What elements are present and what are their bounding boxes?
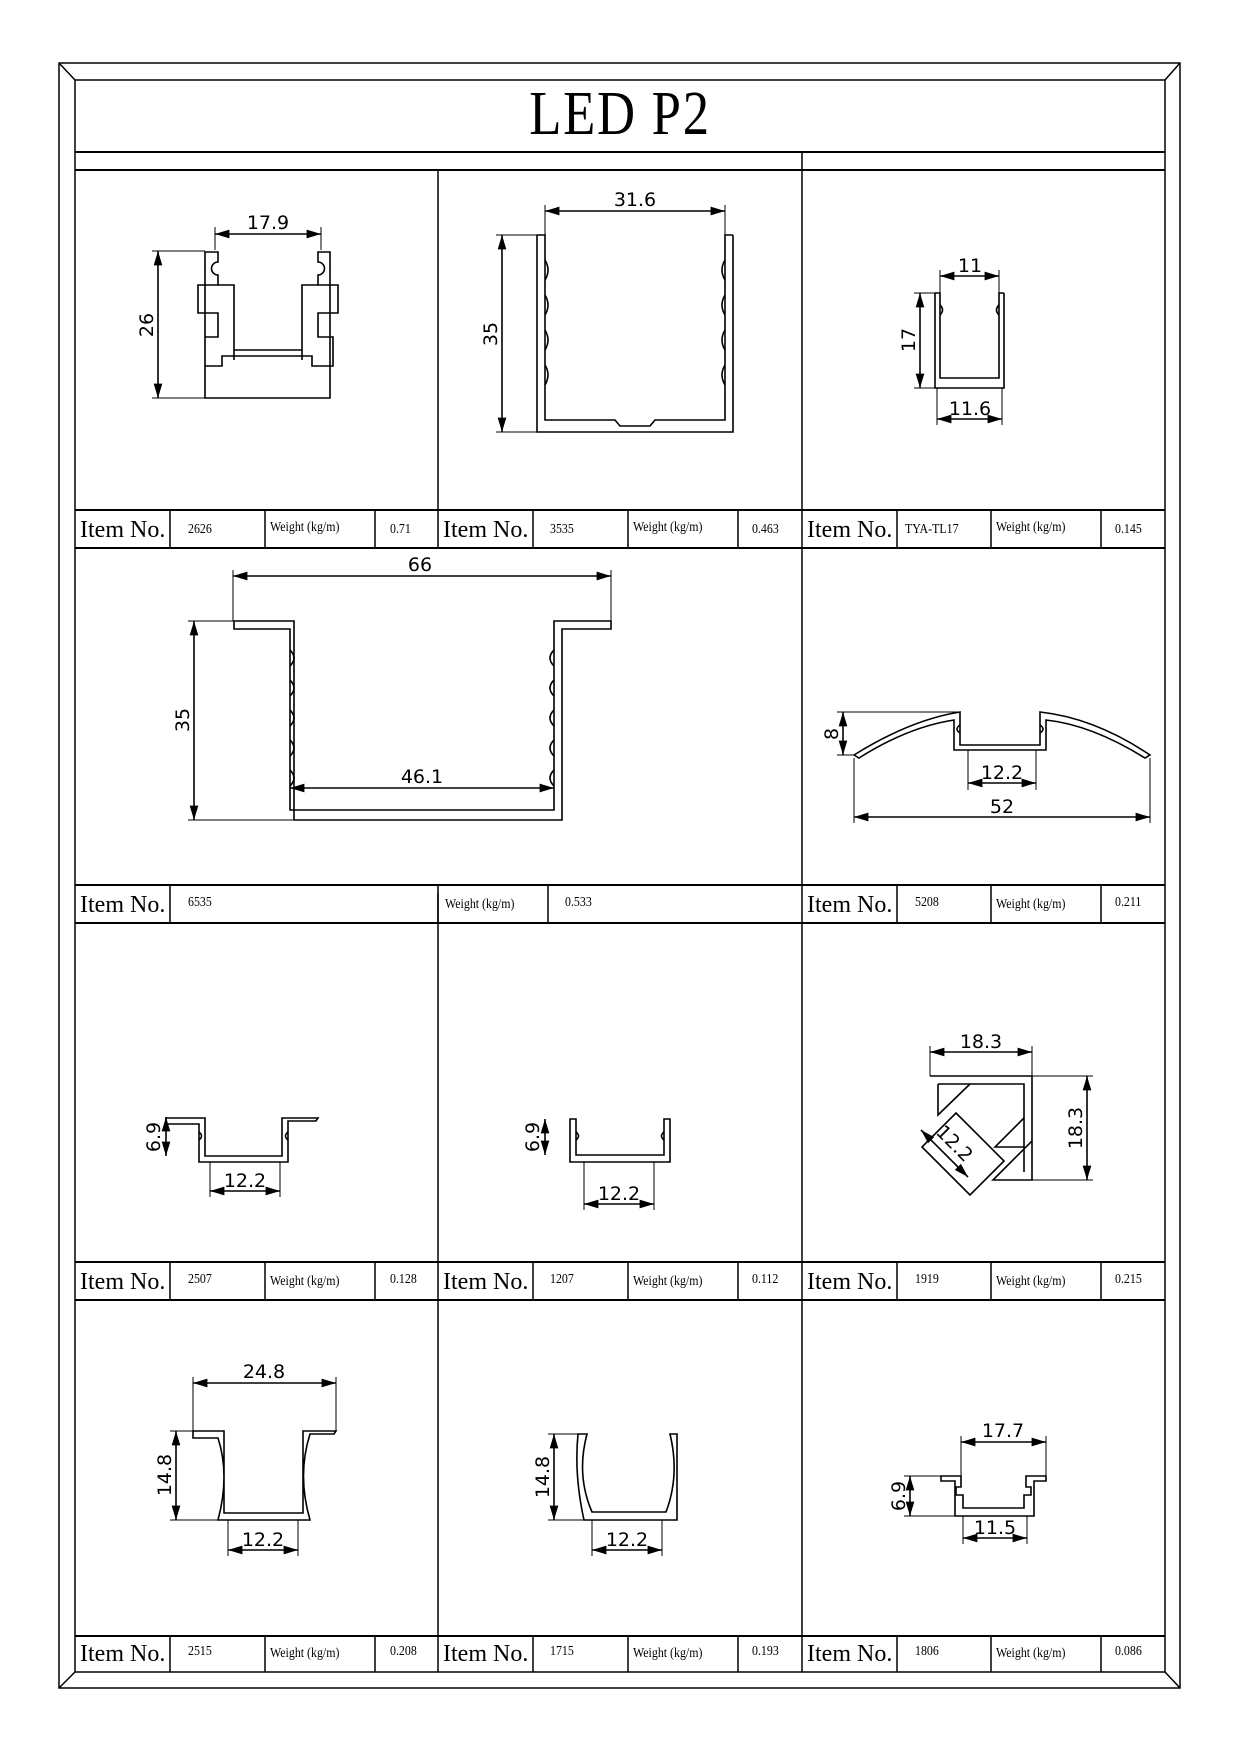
- profile-2626: [152, 227, 338, 398]
- weight-value: 0.086: [1115, 1644, 1142, 1659]
- dim-label: 52: [989, 796, 1015, 818]
- dim-label: 24.8: [242, 1361, 286, 1383]
- weight-label: Weight (kg/m): [996, 1646, 1066, 1661]
- dim-label: 12.2: [931, 1121, 977, 1167]
- weight-value: 0.71: [390, 522, 411, 537]
- item-no-label: Item No.: [80, 1268, 166, 1295]
- dim-label: 18.3: [1065, 1106, 1087, 1150]
- dim-label: 6.9: [143, 1121, 165, 1153]
- weight-value: 0.211: [1115, 895, 1142, 910]
- item-no-label: Item No.: [807, 891, 893, 918]
- dim-label: 6.9: [522, 1121, 544, 1153]
- item-no-value: 2507: [188, 1272, 212, 1287]
- dim-label: 14.8: [532, 1455, 554, 1499]
- weight-label: Weight (kg/m): [996, 1274, 1066, 1289]
- dim-label: 17.7: [981, 1420, 1025, 1442]
- dim-label: 18.3: [959, 1031, 1003, 1053]
- dim-label: 6.9: [888, 1480, 910, 1512]
- item-no-value: 5208: [915, 895, 939, 910]
- dim-label: 66: [407, 554, 433, 576]
- profile-6535: [188, 570, 611, 820]
- item-no-label: Item No.: [80, 891, 166, 918]
- profile-drawings: [152, 205, 1150, 1556]
- weight-label: Weight (kg/m): [996, 520, 1066, 535]
- weight-label: Weight (kg/m): [633, 520, 703, 535]
- weight-value: 0.533: [565, 895, 592, 910]
- weight-value: 0.145: [1115, 522, 1142, 537]
- frame: [59, 63, 1180, 1688]
- item-no-label: Item No.: [807, 1268, 893, 1295]
- weight-value: 0.215: [1115, 1272, 1142, 1287]
- item-no-label: Item No.: [443, 1640, 529, 1667]
- weight-value: 0.112: [752, 1272, 779, 1287]
- weight-label: Weight (kg/m): [445, 897, 515, 912]
- weight-value: 0.208: [390, 1644, 417, 1659]
- weight-label: Weight (kg/m): [270, 520, 340, 535]
- weight-label: Weight (kg/m): [633, 1274, 703, 1289]
- dim-label: 17.9: [246, 212, 290, 234]
- weight-label: Weight (kg/m): [996, 897, 1066, 912]
- item-no-value: 2515: [188, 1644, 212, 1659]
- dim-label: 12.2: [980, 762, 1024, 784]
- dim-label: 35: [480, 321, 502, 347]
- weight-label: Weight (kg/m): [633, 1646, 703, 1661]
- dimension-labels: [136, 189, 1087, 1551]
- dim-label: 11.5: [973, 1517, 1017, 1539]
- item-no-value: 1806: [915, 1644, 939, 1659]
- weight-value: 0.193: [752, 1644, 779, 1659]
- item-no-value: 6535: [188, 895, 212, 910]
- item-no-label: Item No.: [80, 1640, 166, 1667]
- dim-label: 11.6: [948, 398, 992, 420]
- item-no-label: Item No.: [807, 1640, 893, 1667]
- dim-label: 8: [821, 727, 843, 741]
- dim-label: 35: [172, 707, 194, 733]
- dim-label: 11: [957, 255, 983, 277]
- dim-label: 26: [136, 312, 158, 338]
- item-no-label: Item No.: [443, 516, 529, 543]
- dim-label: 12.2: [605, 1529, 649, 1551]
- weight-value: 0.128: [390, 1272, 417, 1287]
- item-no-value: 1207: [550, 1272, 574, 1287]
- item-no-label: Item No.: [807, 516, 893, 543]
- item-no-label: Item No.: [443, 1268, 529, 1295]
- dim-label: 46.1: [400, 766, 444, 788]
- dim-label: 17: [898, 327, 920, 353]
- dim-label: 12.2: [223, 1170, 267, 1192]
- weight-label: Weight (kg/m): [270, 1274, 340, 1289]
- item-no-value: 2626: [188, 522, 212, 537]
- item-no-value: TYA-TL17: [905, 522, 959, 537]
- item-no-value: 1715: [550, 1644, 574, 1659]
- weight-label: Weight (kg/m): [270, 1646, 340, 1661]
- item-no-value: 3535: [550, 522, 574, 537]
- dim-label: 14.8: [154, 1453, 176, 1497]
- page-title: LED P2: [529, 79, 711, 148]
- weight-value: 0.463: [752, 522, 779, 537]
- profile-3535: [496, 205, 733, 432]
- dim-label: 31.6: [613, 189, 657, 211]
- item-no-label: Item No.: [80, 516, 166, 543]
- item-no-value: 1919: [915, 1272, 939, 1287]
- dim-label: 12.2: [241, 1529, 285, 1551]
- dim-label: 12.2: [597, 1183, 641, 1205]
